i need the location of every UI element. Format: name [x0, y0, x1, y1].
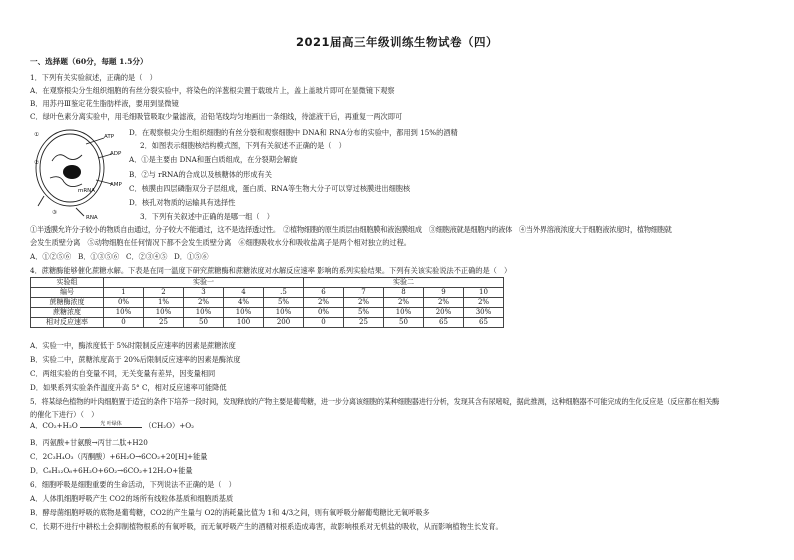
- question-1-option-a: A．在观察根尖分生组织细胞的有丝分裂实验中，将染色的洋葱根尖置于载玻片上，盖上盖玻片即可在显微镜下观察: [30, 86, 395, 95]
- table-cell: 10%: [144, 308, 184, 318]
- table-row: [31, 318, 504, 328]
- question-5-option-b: B．丙氨酸+甘氨酸→丙甘二肽+H20: [30, 438, 148, 447]
- table-cell: 2: [144, 288, 184, 298]
- table-cell: 10: [464, 288, 504, 298]
- chromatin-strand: [50, 177, 82, 187]
- table-cell: 实验二: [304, 278, 504, 288]
- question-5-stem: 5．将某绿色植物的叶肉细胞置于适宜的条件下培养一段时间，发现释放的产物主要是葡萄糖，进一步分离该细胞的某种细胞器进行分析，发现其含有尿嘧啶，据此推测，这种细胞器不可能完成的生化反应是（反应都在相关酶: [30, 397, 720, 406]
- nucleolus: [63, 165, 81, 179]
- table-cell: 2%: [304, 298, 344, 308]
- question-4-stem: 4．蔗糖酶能够催化蔗糖水解。下表是在同一温度下研究蔗糖酶和蔗糖浓度对水解反应速率 影响的系列实验结果。下列有关该实验说法不正确的是（ ）: [30, 266, 512, 275]
- table-cell: 20%: [424, 308, 464, 318]
- chromatin-strand: [52, 155, 82, 161]
- table-cell: 4: [224, 288, 264, 298]
- table-cell: 2%: [384, 298, 424, 308]
- table-cell: 相对反应速率: [31, 318, 104, 328]
- reaction-arrow: 光 叶绿体: [80, 421, 142, 428]
- table-cell: 9: [424, 288, 464, 298]
- table-cell: 65: [424, 318, 464, 328]
- question-6-option-c: C．长期不进行中耕松土会抑制植物根系的有氧呼吸，而无氧呼吸产生的酒精对根系造成毒害，故影响根系对无机盐的吸收，从而影响植物生长发育。: [30, 522, 503, 531]
- table-cell: 3: [184, 288, 224, 298]
- table-cell: 6: [304, 288, 344, 298]
- question-5-option-d: D．C₆H₁₂O₆+6H₂O+6O₂→6CO₂+12H₂O+能量: [30, 466, 193, 475]
- question-2-option-a: A．①是主要由 DNA和蛋白质组成，在分裂期会解旋: [129, 155, 298, 164]
- table-cell: 0%: [304, 308, 344, 318]
- question-2-stem: 2．如图表示细胞核结构模式图，下列有关叙述不正确的是（ ）: [140, 141, 346, 150]
- table-cell: 10%: [384, 308, 424, 318]
- table-cell: 2%: [464, 298, 504, 308]
- question-1-option-b: B．用苏丹Ⅲ鉴定花生脂肪样液，要用到显微镜: [30, 99, 179, 108]
- table-cell: 30%: [464, 308, 504, 318]
- table-cell: 5%: [344, 308, 384, 318]
- pointer-line: [38, 196, 44, 206]
- section-heading: 一、选择题（60分，每题 1.5分）: [30, 57, 148, 66]
- label-3: ③: [52, 210, 57, 216]
- question-3-stem: 3．下列有关叙述中正确的是哪一组（ ）: [140, 212, 274, 221]
- question-3-body: 会发生质壁分离 ⑤动物细胞在任何情况下都不会发生质壁分离 ⑥细胞吸收水分和吸收盐离子是两个相对独立的过程。: [30, 238, 411, 247]
- question-2-option-c: C．核膜由四层磷脂双分子层组成，蛋白质、RNA等生物大分子可以穿过核膜进出细胞核: [129, 184, 411, 193]
- table-cell: 200: [264, 318, 304, 328]
- table-cell: 100: [224, 318, 264, 328]
- table-cell: 10%: [224, 308, 264, 318]
- label-1: ①: [34, 132, 39, 138]
- pointer-line: [76, 208, 84, 216]
- table-cell: 编号: [31, 288, 104, 298]
- table-cell: 5%: [264, 298, 304, 308]
- option-a-right: （CH₂O）+O₂: [144, 421, 195, 430]
- table-cell: 10%: [264, 308, 304, 318]
- label-amp: AMP: [110, 182, 122, 188]
- table-row: [31, 298, 504, 308]
- question-2-option-b: B．②与 rRNA的合成以及核糖体的形成有关: [129, 170, 272, 179]
- question-2-option-d: D．核孔对物质的运输具有选择性: [129, 198, 236, 207]
- question-6-option-b: B．酵母菌细胞呼吸的底物是葡萄糖，CO2的产生量与 O2的消耗量比值为 1和 4/3之间，则有氧呼吸分解葡萄糖比无氧呼吸多: [30, 508, 430, 517]
- experiment-table: [30, 277, 504, 328]
- label-mrna: mRNA: [78, 188, 96, 194]
- label-2: ②: [34, 160, 39, 166]
- question-1-option-c: C．绿叶色素分离实验中，用毛细吸管吸取少量滤液，沿铅笔线均匀地画出一条细线，待滤液干后，再重复一两次即可: [30, 112, 403, 121]
- table-header-row: [31, 278, 504, 288]
- question-3-option-a: A．①②⑤⑥: [30, 252, 72, 261]
- table-cell: 2%: [184, 298, 224, 308]
- question-4-option-d: D．如果系列实验条件温度升高 5° C，相对反应速率可能降低: [30, 383, 227, 392]
- table-cell: 7: [344, 288, 384, 298]
- table-cell: 10%: [104, 308, 144, 318]
- question-4-option-a: A．实验一中，酶浓度低于 5%时限制反应速率的因素是蔗糖浓度: [30, 341, 236, 350]
- table-cell: 1%: [144, 298, 184, 308]
- table-cell: 实验组: [31, 278, 104, 288]
- nucleus-diagram: [30, 116, 125, 220]
- question-4-option-b: B．实验二中，蔗糖浓度高于 20%后限制反应速率的因素是酶浓度: [30, 355, 241, 364]
- table-cell: 0: [304, 318, 344, 328]
- question-4-option-c: C．两组实验的自变量不同，无关变量有差异，因变量相同: [30, 369, 216, 378]
- label-adp: ADP: [110, 151, 122, 157]
- table-cell: 蔗糖酶浓度: [31, 298, 104, 308]
- question-3-option-b: B．①③⑤⑥: [78, 252, 120, 261]
- table-cell: 蔗糖浓度: [31, 308, 104, 318]
- table-cell: 8: [384, 288, 424, 298]
- question-6-stem: 6．细胞呼吸是细胞重要的生命活动，下列说法不正确的是（ ）: [30, 480, 236, 489]
- question-5-option-c: C．2C₃H₄O₃（丙酮酸）+6H₂O→6CO₂+20[H]+能量: [30, 452, 208, 461]
- table-cell: 实验一: [104, 278, 304, 288]
- table-cell: 50: [184, 318, 224, 328]
- label-rna: RNA: [86, 215, 98, 220]
- question-5-option-a: [30, 421, 194, 430]
- question-5-stem: 的催化下进行）（ ）: [30, 410, 99, 419]
- option-a-left: A．CO₂+H₂O: [30, 421, 78, 430]
- label-atp: ATP: [104, 134, 115, 140]
- question-3-body: ①半透膜允许分子较小的物质自由通过，分子较大不能通过，这不是选择透过性。 ②植物细胞的原生质层由细胞膜和液泡膜组成 ③细胞液就是细胞内的液体 ④当外界溶液浓度大于细胞液浓度时，植物细胞就: [30, 225, 672, 234]
- table-cell: 4%: [224, 298, 264, 308]
- page-title: 2021届高三年级训练生物试卷（四）: [295, 35, 498, 49]
- table-cell: 0%: [104, 298, 144, 308]
- table-cell: 0: [104, 318, 144, 328]
- question-6-option-a: A．人体肌细胞呼吸产生 CO2的场所有线粒体基质和细胞质基质: [30, 494, 234, 503]
- table-cell: 25: [344, 318, 384, 328]
- question-3-option-d: D．①⑤⑥: [174, 252, 209, 261]
- table-cell: .5: [264, 288, 304, 298]
- question-3-option-c: C．②③④⑤: [126, 252, 168, 261]
- table-row: [31, 288, 504, 298]
- table-cell: 25: [144, 318, 184, 328]
- table-cell: 2%: [424, 298, 464, 308]
- table-cell: 10%: [184, 308, 224, 318]
- table-cell: 1: [104, 288, 144, 298]
- table-cell: 65: [464, 318, 504, 328]
- table-row: [31, 308, 504, 318]
- question-1-option-d: D．在观察根尖分生组织细胞的有丝分裂和观察细胞中 DNA和 RNA分布的实验中，都用到 15%的酒精: [129, 128, 458, 137]
- table-cell: 50: [384, 318, 424, 328]
- table-cell: 2%: [344, 298, 384, 308]
- question-1-stem: 1．下列有关实验叙述，正确的是（ ）: [30, 73, 157, 82]
